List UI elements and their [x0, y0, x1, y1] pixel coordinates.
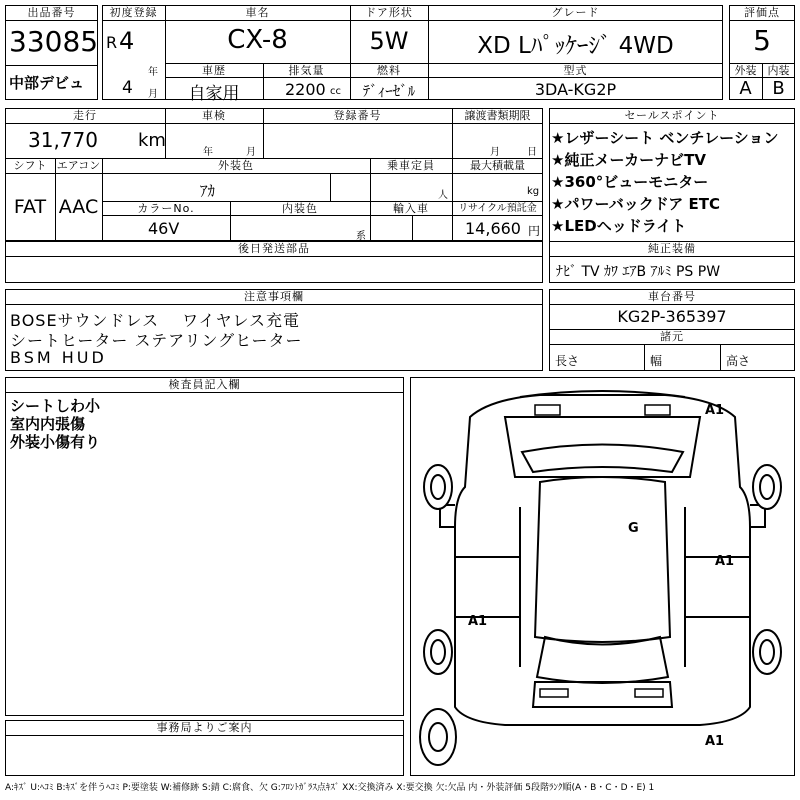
int-score-label: 内装 — [767, 64, 790, 77]
lot-number: 33085 — [9, 25, 99, 58]
transfer-month-unit: 月 — [490, 147, 500, 158]
model-code: 3DA-KG2P — [534, 80, 617, 99]
grade: XD Lﾊﾟｯｹｰｼﾞ 4WD — [477, 33, 674, 59]
color-no: 46V — [148, 219, 180, 238]
note-line: BOSEサウンドレス ワイヤレス充電 — [10, 311, 301, 330]
sales-point-item: ★レザーシート ベンチレーション — [551, 129, 779, 147]
legend: A:ｷｽﾞ U:ﾍｺﾐ B:ｷｽﾞを伴うﾍｺﾐ P:要塗装 W:補修跡 S:錆 C:腐食、欠 G:ﾌﾛﾝﾄｶﾞﾗｽ点ｷｽﾞ XX:交換済み X:要交換 欠:欠品 内・外装評価 5段階ﾗﾝｸ順(A・B・C・D・E) 1 — [5, 783, 655, 793]
note-line: BSM HUD — [10, 348, 107, 367]
max-load-label: 最大積載量 — [470, 159, 525, 172]
recycle-unit: 円 — [528, 224, 541, 238]
chassis-number: KG2P-365397 — [617, 307, 727, 326]
first-reg-year-unit: 年 — [148, 67, 158, 78]
dims-height: 高さ — [726, 354, 751, 368]
car-name: CX-8 — [227, 25, 288, 55]
damage-mark: A1 — [468, 614, 488, 629]
capacity-unit: 人 — [438, 190, 448, 201]
first-reg-year: 4 — [119, 27, 135, 55]
transfer-doc-label: 譲渡書類期限 — [464, 109, 531, 122]
recycle-value: 14,660 — [465, 219, 521, 238]
capacity-label: 乗車定員 — [387, 159, 435, 172]
aircon: AAC — [58, 196, 99, 218]
sales-point-item: ★パワーバックドア ETC — [551, 195, 720, 213]
ext-color-label: 外装色 — [218, 159, 254, 172]
door-type: 5W — [369, 27, 409, 55]
int-color-label: 内装色 — [282, 202, 318, 215]
damage-mark: G — [628, 521, 639, 536]
displacement-unit: cc — [330, 86, 341, 97]
recycle-label: リサイクル預託金 — [458, 203, 537, 214]
score-label: 評価点 — [744, 6, 780, 19]
shift-label: シフト — [13, 159, 47, 172]
sales-point-item: ★純正メーカーナビTV — [551, 151, 706, 169]
color-no-label: カラーNo. — [137, 202, 195, 215]
ext-color: ｱｶ — [200, 182, 216, 200]
inspection-month-unit: 月 — [246, 147, 256, 158]
first-reg-month-unit: 月 — [148, 89, 158, 100]
notes-label: 注意事項欄 — [244, 290, 304, 303]
fuel-label: 燃料 — [377, 64, 401, 77]
history: 自家用 — [188, 84, 240, 104]
sales-point-item: ★LEDヘッドライト — [551, 217, 687, 235]
damage-mark: A1 — [705, 734, 725, 749]
later-parts-label: 後日発送部品 — [238, 242, 310, 255]
door-label: ドア形状 — [365, 6, 413, 19]
office-label: 事務局よりご案内 — [156, 721, 253, 734]
first-reg-era: R — [106, 33, 118, 52]
dims-length: 長さ — [555, 354, 580, 368]
first-reg-month: 4 — [122, 78, 133, 98]
shift: FAT — [13, 196, 47, 218]
damage-mark: A1 — [705, 403, 725, 418]
inspector-line: 外装小傷有り — [10, 433, 101, 451]
equipment-label: 純正装備 — [648, 242, 696, 255]
car-diagram — [410, 377, 795, 776]
chassis-label: 車台番号 — [648, 290, 696, 303]
damage-mark: A1 — [715, 554, 735, 569]
inspector-label: 検査員記入欄 — [168, 378, 241, 391]
lot-label: 出品番号 — [27, 6, 76, 19]
max-load-unit: kg — [527, 186, 540, 197]
inspector-line: シートしわ小 — [10, 397, 101, 415]
sales-points-label: セールスポイント — [624, 109, 720, 122]
aircon-label: エアコン — [56, 159, 101, 172]
transfer-day-unit: 日 — [527, 147, 537, 158]
fuel: ﾃﾞｨｰｾﾞﾙ — [362, 82, 416, 100]
dims-width: 幅 — [650, 354, 663, 368]
score-value: 5 — [753, 24, 771, 57]
equipment: ﾅﾋﾞ TV ｶﾜ ｴｱB ｱﾙﾐ PS PW — [556, 264, 721, 280]
ext-score: A — [739, 78, 752, 99]
first-reg-label: 初度登録 — [109, 6, 158, 19]
grade-label: グレード — [551, 6, 600, 19]
ext-score-label: 外装 — [734, 64, 757, 77]
inspection-year-unit: 年 — [203, 147, 213, 158]
import-label: 輸入車 — [393, 202, 429, 215]
inspector-line: 室内内張傷 — [10, 415, 86, 433]
int-color-unit: 系 — [356, 231, 366, 242]
displacement: 2200 — [285, 80, 326, 99]
note-line: シートヒーター ステアリングヒーター — [10, 331, 303, 350]
history-label: 車歴 — [202, 64, 226, 77]
displacement-label: 排気量 — [288, 64, 325, 77]
mileage-label: 走行 — [73, 109, 97, 122]
model-code-label: 型式 — [563, 64, 588, 77]
debut-label: 中部デビュ — [9, 74, 85, 92]
reg-no-label: 登録番号 — [333, 109, 382, 122]
sales-point-item: ★360°ビューモニター — [551, 173, 709, 191]
int-score: B — [772, 78, 785, 99]
car-name-label: 車名 — [245, 6, 270, 19]
dims-label: 諸元 — [660, 330, 684, 343]
mileage: 31,770 — [28, 128, 98, 152]
mileage-unit: km — [138, 130, 166, 151]
inspection-label: 車検 — [202, 109, 226, 122]
